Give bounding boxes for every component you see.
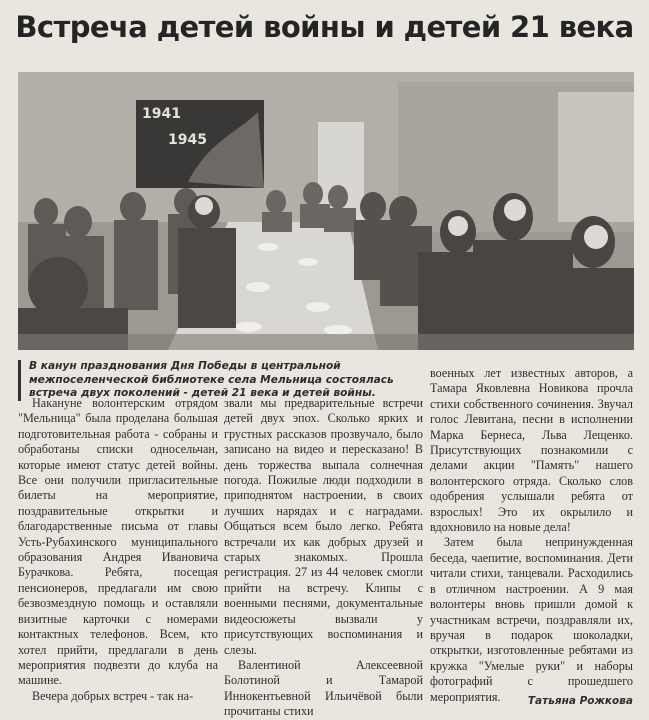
article-lead: В канун празднования Дня Победы в центральной межпоселенческой библиотеке села Мельница состоялась встреча двух поколений - детей 21 века и детей войны. (18, 360, 435, 401)
paragraph: звали мы предварительные встречи детей двух эпох. Сколько ярких и грустных рассказов прозвучало, было записано на видео и пересказано! В день торжества выпала солнечная погода. Пожилые люди подходили в приподнятом настроении, в своих лучших нарядах и с наградами. Общаться всем было легко. Ребята встречали их как добрых друзей и старых знакомых. Прошла регистрация. 27 из 44 человек смогли прийти на встречу. Клипы с военными песнями, документальные видеосюжеты вызвали у присутствующих воспоминания и слезы. (224, 396, 423, 657)
paragraph: военных лет известных авторов, а Тамара Яковлевна Новикова прочла стихи собственного сочинения. Звучал голос Левитана, песни в исполнении Марка Бернеса, Льва Лещенко. Присутствующих познакомили с делами акции "Память" нашего волонтерского отряда. Сколько слов одобрения услышали ребята от взрослых! Это их окрылило и вдохновило на новые дела! (430, 366, 633, 535)
event-photo-illustration (18, 72, 634, 350)
poster-year-top: 1941 (142, 106, 181, 122)
article-headline: Встреча детей войны и детей 21 века (15, 10, 634, 44)
paragraph: Затем была непринужденная беседа, чаепитие, воспоминания. Дети читали стихи, танцевали. Расходились в отличном настроении. А 9 мая волонтеры вновь пришли домой к участникам встречи, поздравляли их, вручая в подарок шоколадки, открытки, изготовленные ребятами из кружка "Умелые руки" и наборы фотографий с прошедшего мероприятия. (430, 535, 633, 704)
poster-year-bottom: 1945 (168, 132, 207, 148)
paragraph: Валентиной Алексеевной Болотиной и Тамарой Иннокентьевной Ильичёвой были прочитаны стихи (224, 657, 423, 719)
article-column-1 (18, 396, 218, 704)
article-column-3 (430, 366, 633, 705)
paragraph: Накануне волонтерским отрядом "Мельница" была проделана большая подготовительная работа - собраны и обработаны списки односельчан, которые имеют статус детей войны. Все они получили пригласительные билеты на мероприятие, поздравительные открытки и благодарственные письма от главы Усть-Рубахинского муниципального образования Андрея Ивановича Бурачкова. Ребята, посещая пенсионеров, предлагали им свою безвозмездную помощь и оставляли визитные карточки с номерами контактных телефонов. Всем, кто хотел прийти, предлагали в день мероприятия подвезти до клуба на машине. (18, 396, 218, 688)
event-photo (18, 72, 634, 350)
article-column-2 (224, 396, 423, 720)
paragraph: Вечера добрых встреч - так на- (32, 688, 194, 703)
article-author: Татьяна Рожкова (527, 695, 633, 707)
victory-poster (136, 100, 264, 188)
